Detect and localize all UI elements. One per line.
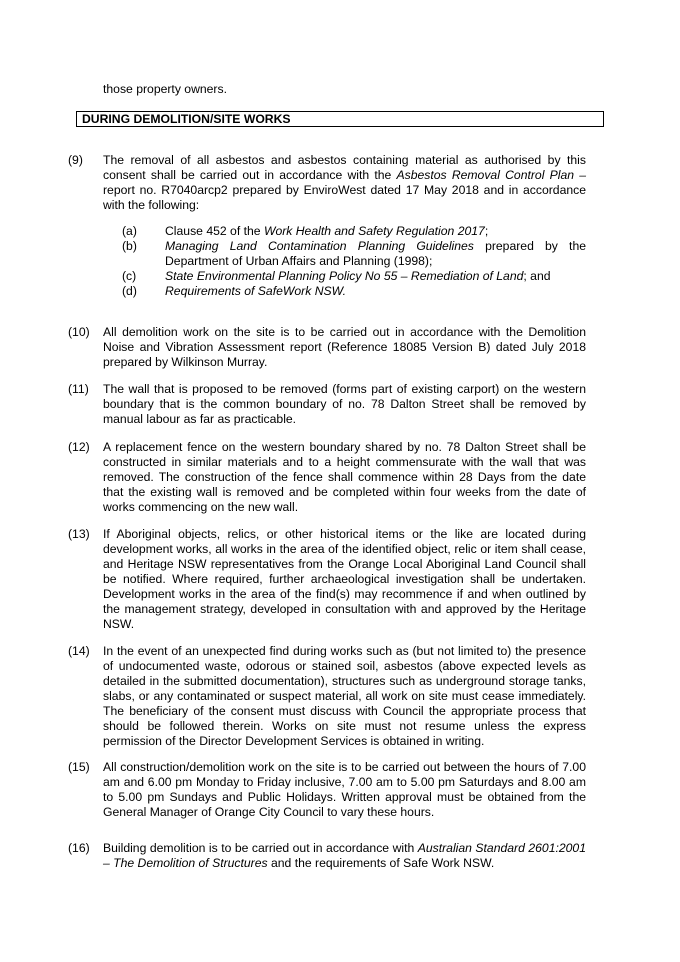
- requirements-title: Requirements of SafeWork NSW.: [165, 284, 347, 298]
- guideline-title: Managing Land Contamination Planning Guidelines: [165, 239, 474, 253]
- plan-title: Asbestos Removal Control Plan –: [396, 168, 586, 182]
- intro-text: those property owners.: [103, 82, 227, 96]
- condition-number: (11): [68, 382, 89, 396]
- sub-item-letter: (b): [122, 239, 137, 253]
- condition-number: (14): [68, 644, 90, 658]
- sub-item-part: ; and: [523, 269, 551, 283]
- condition-number: (9): [68, 153, 83, 167]
- condition-text: If Aboriginal objects, relics, or other historical items or the like are located during development works, all works in the area of the identified object, relic or item shall cease, and Heritage NSW representatives from the Orange Local Aboriginal Land Council shall be notified. Where required, further archaeological investigation shall be undertaken. Development works in the area of the find(s) may recommence if and when outlined by the management strategy, developed in consultation with and approved by the Heritage NSW.: [103, 527, 586, 631]
- condition-number: (10): [68, 325, 90, 339]
- sub-item-letter: (a): [122, 224, 137, 238]
- condition-text-part: The removal of all asbestos and asbestos containing material as authorised by this consent shall be carried out in accordance with the: [103, 153, 586, 182]
- sub-item-text: [165, 239, 586, 269]
- sub-item-part: Clause 452 of the: [165, 224, 264, 238]
- condition-number: (12): [68, 440, 90, 454]
- regulation-title: Work Health and Safety Regulation 2017: [263, 224, 485, 238]
- sub-item-letter: (c): [122, 269, 137, 283]
- condition-number: (13): [68, 527, 90, 541]
- condition-number: (15): [68, 760, 90, 774]
- condition-text-part: and the requirements of Safe Work NSW.: [267, 856, 495, 870]
- sub-item-part: ;: [484, 224, 489, 238]
- condition-text-part: Building demolition is to be carried out in accordance with: [103, 841, 418, 855]
- condition-text: In the event of an unexpected find during works such as (but not limited to) the presence of undocumented waste, odorous or stained soil, asbestos (above expected levels as detailed in the submitted documentation), structures such as underground storage tanks, slabs, or any contaminated or suspect material, all work on site must cease immediately. The beneficiary of the consent must discuss with Council the appropriate process that should be followed therein. Works on site must not resume unless the express permission of the Director Development Services is obtained in writing.: [103, 644, 586, 748]
- policy-title: State Environmental Planning Policy No 55 – Remediation of Land: [165, 269, 524, 283]
- sub-item-text: [165, 269, 586, 284]
- sub-item-part: prepared by the Department of Urban Affairs and Planning (1998);: [165, 239, 586, 268]
- section-heading: DURING DEMOLITION/SITE WORKS: [82, 112, 291, 126]
- sub-item-letter: (d): [122, 284, 137, 298]
- condition-text-part: report no. R7040arcp2 prepared by EnviroWest dated 17 May 2018 and in accordance with the following:: [103, 183, 586, 212]
- standard-title: Australian Standard 2601:2001 – The Demolition of Structures: [103, 841, 586, 870]
- condition-text: [103, 841, 586, 871]
- condition-text: All demolition work on the site is to be carried out in accordance with the Demolition Noise and Vibration Assessment report (Reference 18085 Version B) dated July 2018 prepared by Wilkinson Murray.: [103, 325, 586, 369]
- condition-number: (16): [68, 841, 90, 855]
- section-heading-box: [76, 111, 604, 127]
- condition-text: [103, 153, 586, 213]
- condition-text: All construction/demolition work on the site is to be carried out between the hours of 7.00 am and 6.00 pm Monday to Friday inclusive, 7.00 am to 5.00 pm Saturdays and 8.00 am to 5.00 pm Sundays and Public Holidays. Written approval must be obtained from the General Manager of Orange City Council to vary these hours.: [103, 760, 586, 819]
- sub-item-text: [165, 284, 586, 299]
- condition-text: A replacement fence on the western boundary shared by no. 78 Dalton Street shall be constructed in similar materials and to a height commensurate with the wall that was removed. The construction of the fence shall commence within 28 Days from the date that the existing wall is removed and be completed within four weeks from the date of works commencing on the new wall.: [103, 440, 586, 514]
- condition-text: The wall that is proposed to be removed (forms part of existing carport) on the western boundary that is the common boundary of no. 78 Dalton Street shall be removed by manual labour as far as practicable.: [103, 382, 586, 426]
- sub-item-text: [165, 224, 586, 239]
